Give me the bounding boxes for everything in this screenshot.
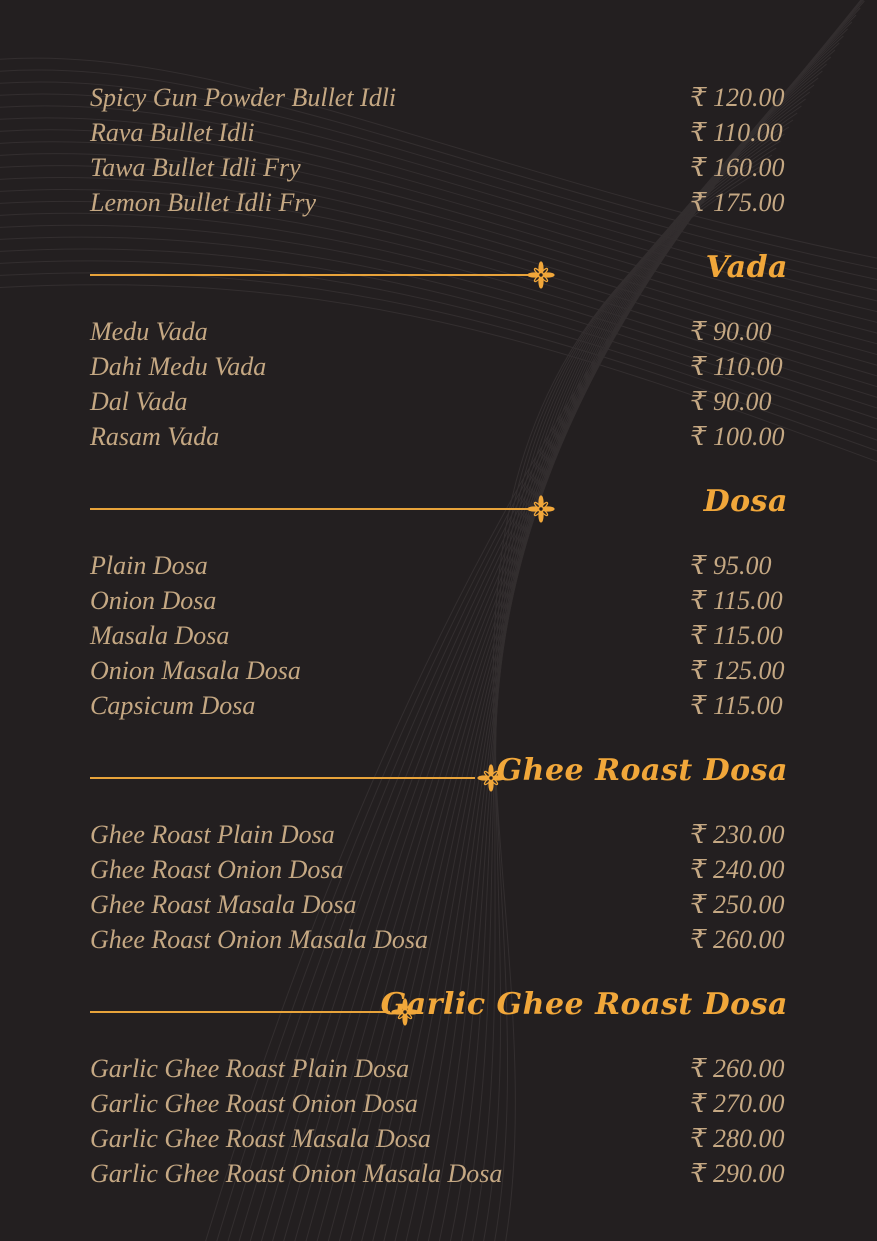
menu-item — [90, 548, 792, 583]
menu-item — [90, 80, 792, 115]
menu-item-name: Onion Dosa — [90, 586, 217, 615]
menu-item — [90, 349, 792, 384]
menu-item — [90, 314, 792, 349]
menu-item-name: Rasam Vada — [90, 422, 220, 451]
menu-item-name: Capsicum Dosa — [90, 691, 256, 720]
menu-item-name: Ghee Roast Plain Dosa — [90, 820, 335, 849]
menu-item-name: Lemon Bullet Idli Fry — [90, 188, 317, 217]
menu-item-name: Medu Vada — [90, 317, 208, 346]
section-header-ghee-roast-dosa — [90, 745, 792, 817]
menu-item — [90, 185, 792, 220]
menu-section-ghee-roast-items — [90, 817, 792, 957]
menu-section-garlic-ghee-roast-items — [90, 1051, 792, 1191]
menu-item-price: ₹ 240.00 — [690, 855, 785, 884]
menu-section-vada-items — [90, 314, 792, 454]
menu-item-price: ₹ 260.00 — [690, 1054, 785, 1083]
menu-item-price: ₹ 90.00 — [690, 387, 772, 416]
menu-item — [90, 887, 792, 922]
flower-ornament-icon — [526, 260, 556, 290]
menu-item-price: ₹ 90.00 — [690, 317, 772, 346]
divider-rule — [90, 777, 475, 779]
menu-item — [90, 922, 792, 957]
section-header-dosa — [90, 476, 792, 548]
menu-item — [90, 419, 792, 454]
menu-item-price: ₹ 120.00 — [690, 83, 785, 112]
flower-ornament-icon — [526, 494, 556, 524]
menu-item — [90, 852, 792, 887]
menu-item-price: ₹ 95.00 — [690, 551, 772, 580]
menu-item-price: ₹ 280.00 — [690, 1124, 785, 1153]
menu-item-name: Rava Bullet Idli — [90, 118, 255, 147]
menu-item-price: ₹ 115.00 — [690, 691, 783, 720]
menu-item-name: Dal Vada — [90, 387, 188, 416]
menu-item — [90, 384, 792, 419]
menu-item-name: Dahi Medu Vada — [90, 352, 267, 381]
menu-item — [90, 115, 792, 150]
menu-item-price: ₹ 110.00 — [690, 118, 783, 147]
menu-item-name: Onion Masala Dosa — [90, 656, 301, 685]
menu-item-price: ₹ 230.00 — [690, 820, 785, 849]
menu-item — [90, 817, 792, 852]
menu-item-price: ₹ 100.00 — [690, 422, 785, 451]
menu-item-price: ₹ 125.00 — [690, 656, 785, 685]
section-title: Garlic Ghee Roast Dosa — [380, 987, 788, 1022]
menu-item-price: ₹ 290.00 — [690, 1159, 785, 1188]
section-title: Vada — [705, 250, 788, 285]
menu-item-name: Ghee Roast Onion Masala Dosa — [90, 925, 428, 954]
divider-rule — [90, 274, 530, 276]
section-title: Ghee Roast Dosa — [496, 753, 788, 788]
menu-item — [90, 150, 792, 185]
menu-item — [90, 688, 792, 723]
divider-rule — [90, 508, 530, 510]
menu-item-name: Plain Dosa — [90, 551, 208, 580]
menu-item-price: ₹ 115.00 — [690, 621, 783, 650]
menu-item-name: Ghee Roast Masala Dosa — [90, 890, 357, 919]
menu-item — [90, 1156, 792, 1191]
menu-item-name: Garlic Ghee Roast Onion Masala Dosa — [90, 1159, 503, 1188]
menu-item-price: ₹ 115.00 — [690, 586, 783, 615]
menu-item-name: Spicy Gun Powder Bullet Idli — [90, 83, 397, 112]
menu-item-name: Masala Dosa — [90, 621, 230, 650]
section-header-garlic-ghee-roast-dosa — [90, 979, 792, 1051]
menu-item — [90, 618, 792, 653]
menu-item-price: ₹ 160.00 — [690, 153, 785, 182]
menu-item-name: Garlic Ghee Roast Masala Dosa — [90, 1124, 431, 1153]
menu-item-name: Garlic Ghee Roast Onion Dosa — [90, 1089, 418, 1118]
menu-item-name: Tawa Bullet Idli Fry — [90, 153, 301, 182]
section-title: Dosa — [703, 484, 788, 519]
menu-item-name: Ghee Roast Onion Dosa — [90, 855, 344, 884]
menu-item — [90, 1051, 792, 1086]
menu-item-price: ₹ 250.00 — [690, 890, 785, 919]
menu-item-price: ₹ 260.00 — [690, 925, 785, 954]
menu-section-dosa-items — [90, 548, 792, 723]
menu-page — [90, 80, 792, 1191]
menu-item — [90, 1086, 792, 1121]
menu-section-idli-items — [90, 80, 792, 220]
section-header-vada — [90, 242, 792, 314]
menu-item-price: ₹ 175.00 — [690, 188, 785, 217]
menu-item-price: ₹ 270.00 — [690, 1089, 785, 1118]
menu-item — [90, 583, 792, 618]
menu-item-name: Garlic Ghee Roast Plain Dosa — [90, 1054, 410, 1083]
menu-item — [90, 653, 792, 688]
menu-item-price: ₹ 110.00 — [690, 352, 783, 381]
divider-rule — [90, 1011, 390, 1013]
menu-item — [90, 1121, 792, 1156]
